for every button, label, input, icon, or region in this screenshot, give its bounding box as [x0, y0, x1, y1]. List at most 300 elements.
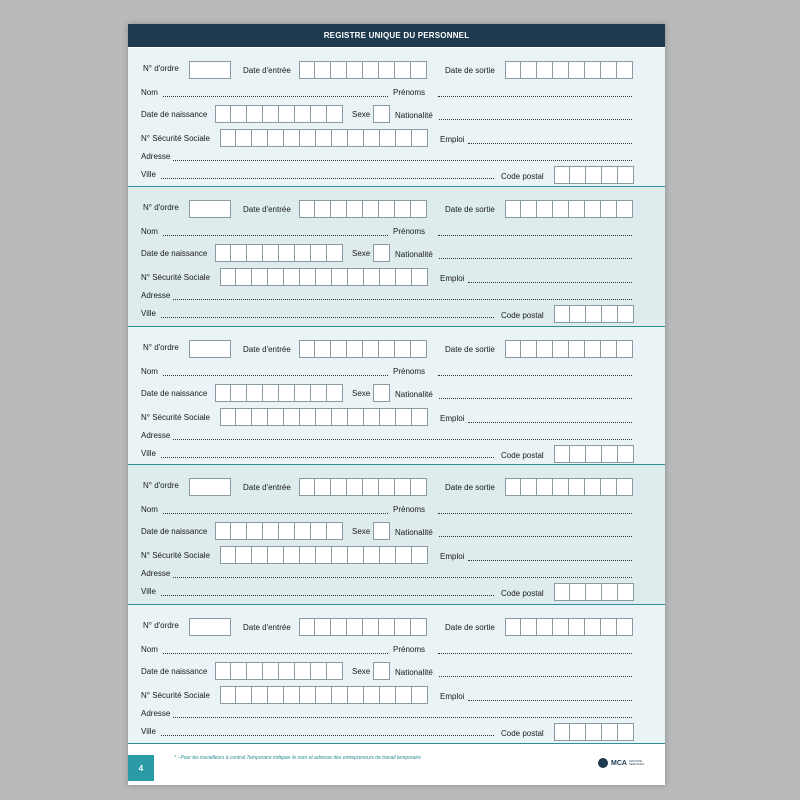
digit-box[interactable] [311, 662, 327, 680]
adresse-line[interactable] [173, 299, 632, 300]
digit-box[interactable] [396, 408, 412, 426]
digit-box[interactable] [247, 662, 263, 680]
digit-box[interactable] [236, 129, 252, 147]
digit-box[interactable] [586, 445, 602, 463]
emploi-line[interactable] [468, 422, 632, 423]
digit-box[interactable] [396, 129, 412, 147]
digit-box[interactable] [311, 105, 327, 123]
digit-box[interactable] [220, 129, 236, 147]
digit-box[interactable] [617, 200, 633, 218]
secu-label: N° Sécurité Sociale [141, 273, 211, 282]
secu-boxes[interactable] [220, 408, 428, 426]
digit-box[interactable] [570, 583, 586, 601]
digit-box[interactable] [300, 268, 316, 286]
digit-box[interactable] [412, 686, 428, 704]
digit-box[interactable] [311, 384, 327, 402]
digit-box[interactable] [331, 61, 347, 79]
digit-box[interactable] [315, 61, 331, 79]
digit-box[interactable] [569, 61, 585, 79]
digit-box[interactable] [215, 662, 231, 680]
digit-box[interactable] [411, 478, 427, 496]
digit-box[interactable] [263, 105, 279, 123]
digit-box[interactable] [602, 445, 618, 463]
date-entree-boxes[interactable] [299, 478, 427, 496]
digit-box[interactable] [284, 546, 300, 564]
digit-box[interactable] [554, 305, 570, 323]
date-naissance-boxes[interactable] [215, 662, 343, 680]
digit-box[interactable] [299, 618, 315, 636]
digit-box[interactable] [263, 522, 279, 540]
adresse-line[interactable] [173, 439, 632, 440]
secu-label: N° Sécurité Sociale [141, 134, 211, 143]
digit-box[interactable] [411, 61, 427, 79]
digit-box[interactable] [315, 478, 331, 496]
digit-box[interactable] [268, 268, 284, 286]
digit-box[interactable] [327, 522, 343, 540]
digit-box[interactable] [236, 546, 252, 564]
ville-line[interactable] [161, 178, 494, 179]
digit-box[interactable] [521, 478, 537, 496]
digit-box[interactable] [601, 61, 617, 79]
digit-box[interactable] [380, 546, 396, 564]
date-entree-boxes[interactable] [299, 200, 427, 218]
digit-box[interactable] [231, 105, 247, 123]
digit-box[interactable] [617, 478, 633, 496]
digit-box[interactable] [395, 340, 411, 358]
digit-box[interactable] [521, 340, 537, 358]
ordre-label: N° d'ordre [143, 343, 179, 352]
digit-box[interactable] [279, 662, 295, 680]
digit-box[interactable] [348, 546, 364, 564]
digit-box[interactable] [601, 340, 617, 358]
adresse-line[interactable] [173, 577, 632, 578]
sexe-field[interactable] [373, 384, 390, 402]
sexe-label: Sexe [352, 249, 371, 258]
digit-box[interactable] [380, 268, 396, 286]
digit-box[interactable] [231, 522, 247, 540]
code-postal-boxes[interactable] [554, 305, 634, 323]
digit-box[interactable] [411, 618, 427, 636]
digit-box[interactable] [537, 618, 553, 636]
digit-box[interactable] [554, 166, 570, 184]
digit-box[interactable] [537, 200, 553, 218]
date-sortie-boxes[interactable] [505, 200, 633, 218]
ordre-field[interactable] [189, 61, 231, 79]
digit-box[interactable] [299, 200, 315, 218]
digit-box[interactable] [215, 244, 231, 262]
nationalite-line[interactable] [439, 398, 632, 399]
date-sortie-boxes[interactable] [505, 478, 633, 496]
digit-box[interactable] [395, 200, 411, 218]
digit-box[interactable] [585, 200, 601, 218]
digit-box[interactable] [311, 244, 327, 262]
date-sortie-boxes[interactable] [505, 61, 633, 79]
digit-box[interactable] [617, 61, 633, 79]
date-entree-label: Date d'entrée [243, 66, 291, 75]
digit-box[interactable] [602, 723, 618, 741]
digit-box[interactable] [327, 105, 343, 123]
digit-box[interactable] [379, 478, 395, 496]
digit-box[interactable] [618, 166, 634, 184]
digit-box[interactable] [284, 686, 300, 704]
date-naissance-boxes[interactable] [215, 105, 343, 123]
prenoms-line[interactable] [438, 653, 632, 654]
digit-box[interactable] [602, 305, 618, 323]
emploi-line[interactable] [468, 143, 632, 144]
ville-line[interactable] [161, 595, 494, 596]
adresse-line[interactable] [173, 717, 632, 718]
digit-box[interactable] [379, 200, 395, 218]
ville-line[interactable] [161, 317, 494, 318]
emploi-line[interactable] [468, 700, 632, 701]
digit-box[interactable] [215, 105, 231, 123]
digit-box[interactable] [412, 268, 428, 286]
digit-box[interactable] [279, 244, 295, 262]
digit-box[interactable] [279, 522, 295, 540]
digit-box[interactable] [263, 244, 279, 262]
date-sortie-label: Date de sortie [445, 483, 495, 492]
nationalite-line[interactable] [439, 676, 632, 677]
digit-box[interactable] [505, 340, 521, 358]
prenoms-label: Prénoms [393, 227, 426, 236]
digit-box[interactable] [347, 340, 363, 358]
digit-box[interactable] [554, 583, 570, 601]
digit-box[interactable] [505, 61, 521, 79]
digit-box[interactable] [247, 105, 263, 123]
date-naissance-boxes[interactable] [215, 384, 343, 402]
digit-box[interactable] [396, 686, 412, 704]
digit-box[interactable] [570, 166, 586, 184]
digit-box[interactable] [585, 61, 601, 79]
company-logo [598, 758, 645, 768]
digit-box[interactable] [295, 244, 311, 262]
digit-box[interactable] [279, 384, 295, 402]
digit-box[interactable] [505, 200, 521, 218]
date-entree-boxes[interactable] [299, 61, 427, 79]
digit-box[interactable] [363, 478, 379, 496]
digit-box[interactable] [295, 662, 311, 680]
emploi-line[interactable] [468, 560, 632, 561]
nom-label: Nom [141, 88, 158, 97]
digit-box[interactable] [585, 618, 601, 636]
digit-box[interactable] [601, 618, 617, 636]
nationalite-label: Nationalité [395, 111, 433, 120]
digit-box[interactable] [505, 618, 521, 636]
digit-box[interactable] [231, 384, 247, 402]
digit-box[interactable] [412, 546, 428, 564]
nationalite-line[interactable] [439, 536, 632, 537]
digit-box[interactable] [537, 61, 553, 79]
code-postal-boxes[interactable] [554, 583, 634, 601]
ville-label: Ville [141, 309, 156, 318]
personnel-entry [128, 48, 665, 187]
digit-box[interactable] [570, 305, 586, 323]
digit-box[interactable] [601, 200, 617, 218]
digit-box[interactable] [537, 478, 553, 496]
digit-box[interactable] [231, 662, 247, 680]
digit-box[interactable] [363, 200, 379, 218]
digit-box[interactable] [411, 340, 427, 358]
digit-box[interactable] [331, 200, 347, 218]
date-entree-boxes[interactable] [299, 340, 427, 358]
digit-box[interactable] [300, 686, 316, 704]
digit-box[interactable] [586, 305, 602, 323]
digit-box[interactable] [300, 408, 316, 426]
code-postal-label: Code postal [501, 311, 544, 320]
digit-box[interactable] [315, 200, 331, 218]
digit-box[interactable] [331, 618, 347, 636]
digit-box[interactable] [263, 662, 279, 680]
digit-box[interactable] [570, 445, 586, 463]
digit-box[interactable] [247, 244, 263, 262]
ville-line[interactable] [161, 735, 494, 736]
digit-box[interactable] [247, 384, 263, 402]
date-sortie-label: Date de sortie [445, 205, 495, 214]
digit-box[interactable] [395, 618, 411, 636]
digit-box[interactable] [263, 384, 279, 402]
sexe-field[interactable] [373, 244, 390, 262]
digit-box[interactable] [215, 384, 231, 402]
adresse-line[interactable] [173, 160, 632, 161]
prenoms-line[interactable] [438, 235, 632, 236]
code-postal-boxes[interactable] [554, 445, 634, 463]
digit-box[interactable] [252, 268, 268, 286]
digit-box[interactable] [380, 129, 396, 147]
digit-box[interactable] [412, 408, 428, 426]
digit-box[interactable] [521, 200, 537, 218]
digit-box[interactable] [395, 478, 411, 496]
digit-box[interactable] [332, 686, 348, 704]
digit-box[interactable] [236, 408, 252, 426]
digit-box[interactable] [311, 522, 327, 540]
digit-box[interactable] [348, 129, 364, 147]
digit-box[interactable] [347, 478, 363, 496]
digit-box[interactable] [411, 200, 427, 218]
digit-box[interactable] [618, 583, 634, 601]
digit-box[interactable] [332, 546, 348, 564]
date-entree-boxes[interactable] [299, 618, 427, 636]
digit-box[interactable] [521, 61, 537, 79]
digit-box[interactable] [327, 384, 343, 402]
prenoms-line[interactable] [438, 96, 632, 97]
digit-box[interactable] [316, 129, 332, 147]
digit-box[interactable] [268, 546, 284, 564]
digit-box[interactable] [300, 129, 316, 147]
nom-line[interactable] [163, 235, 388, 236]
digit-box[interactable] [268, 408, 284, 426]
digit-box[interactable] [252, 546, 268, 564]
digit-box[interactable] [348, 268, 364, 286]
digit-box[interactable] [299, 61, 315, 79]
prenoms-line[interactable] [438, 513, 632, 514]
emploi-line[interactable] [468, 282, 632, 283]
digit-box[interactable] [554, 723, 570, 741]
digit-box[interactable] [363, 61, 379, 79]
digit-box[interactable] [284, 268, 300, 286]
logo-subtitle: GROUPE SERVICES [628, 759, 645, 766]
digit-box[interactable] [316, 408, 332, 426]
digit-box[interactable] [364, 408, 380, 426]
digit-box[interactable] [412, 129, 428, 147]
ville-label: Ville [141, 170, 156, 179]
digit-box[interactable] [220, 686, 236, 704]
digit-box[interactable] [586, 583, 602, 601]
digit-box[interactable] [379, 340, 395, 358]
code-postal-boxes[interactable] [554, 723, 634, 741]
digit-box[interactable] [284, 129, 300, 147]
ordre-field[interactable] [189, 618, 231, 636]
date-naissance-label: Date de naissance [141, 667, 208, 676]
digit-box[interactable] [348, 408, 364, 426]
secu-boxes[interactable] [220, 546, 428, 564]
digit-box[interactable] [299, 478, 315, 496]
digit-box[interactable] [379, 618, 395, 636]
date-sortie-boxes[interactable] [505, 618, 633, 636]
ordre-field[interactable] [189, 200, 231, 218]
digit-box[interactable] [347, 61, 363, 79]
nom-line[interactable] [163, 96, 388, 97]
nom-line[interactable] [163, 375, 388, 376]
digit-box[interactable] [364, 268, 380, 286]
digit-box[interactable] [617, 618, 633, 636]
digit-box[interactable] [236, 686, 252, 704]
digit-box[interactable] [364, 686, 380, 704]
digit-box[interactable] [295, 522, 311, 540]
digit-box[interactable] [315, 340, 331, 358]
digit-box[interactable] [586, 166, 602, 184]
digit-box[interactable] [553, 200, 569, 218]
digit-box[interactable] [279, 105, 295, 123]
ville-line[interactable] [161, 457, 494, 458]
digit-box[interactable] [537, 340, 553, 358]
digit-box[interactable] [601, 478, 617, 496]
digit-box[interactable] [315, 618, 331, 636]
digit-box[interactable] [585, 478, 601, 496]
digit-box[interactable] [570, 723, 586, 741]
digit-box[interactable] [268, 129, 284, 147]
date-naissance-boxes[interactable] [215, 244, 343, 262]
digit-box[interactable] [363, 340, 379, 358]
digit-box[interactable] [553, 340, 569, 358]
digit-box[interactable] [220, 408, 236, 426]
secu-boxes[interactable] [220, 268, 428, 286]
digit-box[interactable] [332, 129, 348, 147]
sexe-field[interactable] [373, 662, 390, 680]
digit-box[interactable] [327, 244, 343, 262]
digit-box[interactable] [618, 445, 634, 463]
digit-box[interactable] [553, 618, 569, 636]
date-sortie-label: Date de sortie [445, 623, 495, 632]
digit-box[interactable] [236, 268, 252, 286]
adresse-label: Adresse [141, 291, 171, 300]
digit-box[interactable] [364, 129, 380, 147]
ordre-label: N° d'ordre [143, 64, 179, 73]
digit-box[interactable] [332, 268, 348, 286]
sexe-field[interactable] [373, 105, 390, 123]
date-naissance-boxes[interactable] [215, 522, 343, 540]
digit-box[interactable] [316, 686, 332, 704]
digit-box[interactable] [380, 686, 396, 704]
digit-box[interactable] [252, 129, 268, 147]
digit-box[interactable] [316, 268, 332, 286]
digit-box[interactable] [380, 408, 396, 426]
digit-box[interactable] [364, 546, 380, 564]
digit-box[interactable] [618, 305, 634, 323]
digit-box[interactable] [586, 723, 602, 741]
digit-box[interactable] [396, 546, 412, 564]
nom-line[interactable] [163, 513, 388, 514]
digit-box[interactable] [331, 340, 347, 358]
nationalite-line[interactable] [439, 119, 632, 120]
ordre-field[interactable] [189, 340, 231, 358]
secu-boxes[interactable] [220, 129, 428, 147]
digit-box[interactable] [618, 723, 634, 741]
digit-box[interactable] [617, 340, 633, 358]
digit-box[interactable] [295, 384, 311, 402]
nationalite-label: Nationalité [395, 390, 433, 399]
nom-label: Nom [141, 645, 158, 654]
digit-box[interactable] [569, 618, 585, 636]
sexe-field[interactable] [373, 522, 390, 540]
digit-box[interactable] [569, 200, 585, 218]
date-sortie-boxes[interactable] [505, 340, 633, 358]
digit-box[interactable] [247, 522, 263, 540]
digit-box[interactable] [220, 546, 236, 564]
digit-box[interactable] [300, 546, 316, 564]
digit-box[interactable] [585, 340, 601, 358]
digit-box[interactable] [215, 522, 231, 540]
digit-box[interactable] [569, 478, 585, 496]
code-postal-label: Code postal [501, 451, 544, 460]
digit-box[interactable] [284, 408, 300, 426]
digit-box[interactable] [602, 166, 618, 184]
digit-box[interactable] [395, 61, 411, 79]
digit-box[interactable] [316, 546, 332, 564]
digit-box[interactable] [231, 244, 247, 262]
digit-box[interactable] [602, 583, 618, 601]
emploi-label: Emploi [440, 274, 465, 283]
digit-box[interactable] [553, 478, 569, 496]
digit-box[interactable] [348, 686, 364, 704]
digit-box[interactable] [505, 478, 521, 496]
digit-box[interactable] [252, 686, 268, 704]
prenoms-line[interactable] [438, 375, 632, 376]
digit-box[interactable] [295, 105, 311, 123]
nom-line[interactable] [163, 653, 388, 654]
digit-box[interactable] [379, 61, 395, 79]
digit-box[interactable] [332, 408, 348, 426]
digit-box[interactable] [268, 686, 284, 704]
digit-box[interactable] [220, 268, 236, 286]
ordre-field[interactable] [189, 478, 231, 496]
digit-box[interactable] [569, 340, 585, 358]
digit-box[interactable] [327, 662, 343, 680]
digit-box[interactable] [363, 618, 379, 636]
nationalite-line[interactable] [439, 258, 632, 259]
digit-box[interactable] [396, 268, 412, 286]
digit-box[interactable] [553, 61, 569, 79]
secu-boxes[interactable] [220, 686, 428, 704]
digit-box[interactable] [331, 478, 347, 496]
ordre-label: N° d'ordre [143, 481, 179, 490]
digit-box[interactable] [554, 445, 570, 463]
digit-box[interactable] [347, 200, 363, 218]
digit-box[interactable] [252, 408, 268, 426]
code-postal-boxes[interactable] [554, 166, 634, 184]
digit-box[interactable] [347, 618, 363, 636]
digit-box[interactable] [299, 340, 315, 358]
digit-box[interactable] [521, 618, 537, 636]
